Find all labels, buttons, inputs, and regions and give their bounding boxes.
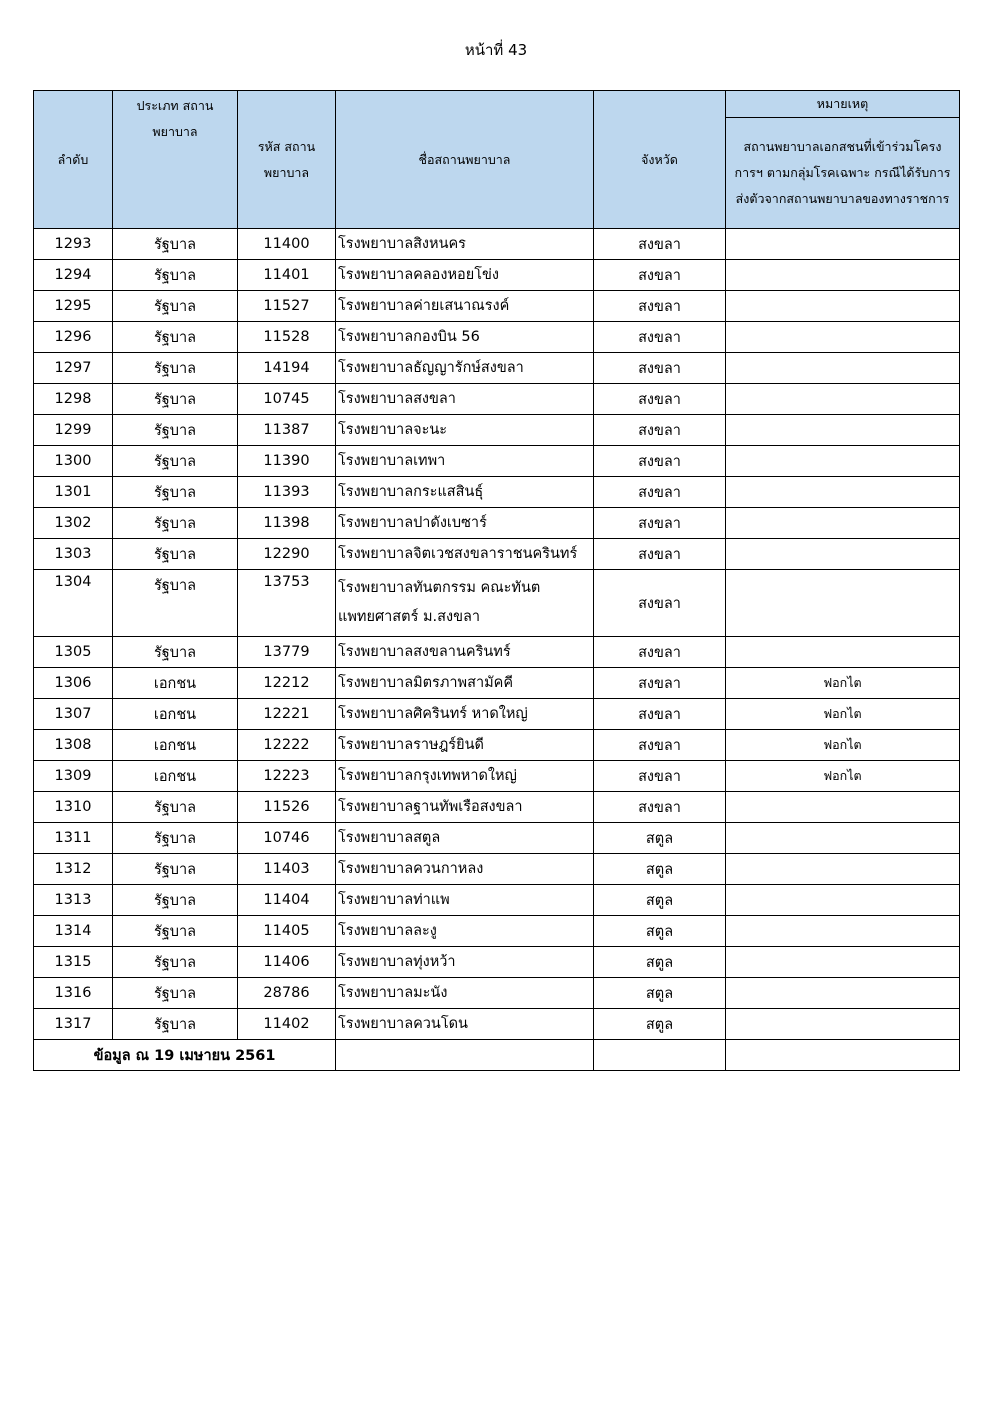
cell-code: 11526	[238, 792, 336, 823]
table-row	[34, 508, 960, 539]
cell-province: สตูล	[594, 947, 726, 978]
cell-province: สงขลา	[594, 229, 726, 260]
table-row	[34, 539, 960, 570]
cell-code: 12222	[238, 730, 336, 761]
cell-order: 1297	[34, 353, 113, 384]
table-row	[34, 947, 960, 978]
cell-order: 1300	[34, 446, 113, 477]
cell-code: 11387	[238, 415, 336, 446]
cell-name: โรงพยาบาลท่าแพ	[336, 885, 594, 916]
cell-note: ฟอกไต	[726, 699, 960, 730]
page-number: หน้าที่ 43	[464, 41, 528, 59]
table-row	[34, 823, 960, 854]
cell-type: รัฐบาล	[113, 477, 238, 508]
footer-empty-cell	[594, 1040, 726, 1071]
cell-code: 11528	[238, 322, 336, 353]
cell-note: ฟอกไต	[726, 761, 960, 792]
cell-name: โรงพยาบาลควนกาหลง	[336, 854, 594, 885]
cell-order: 1316	[34, 978, 113, 1009]
cell-name: โรงพยาบาลจิตเวชสงขลาราชนครินทร์	[336, 539, 594, 570]
cell-order: 1299	[34, 415, 113, 446]
table-row	[34, 792, 960, 823]
header-name: ชื่อสถานพยาบาล	[336, 91, 594, 229]
cell-note	[726, 508, 960, 539]
cell-order: 1295	[34, 291, 113, 322]
cell-province: สงขลา	[594, 353, 726, 384]
cell-code: 14194	[238, 353, 336, 384]
cell-type: รัฐบาล	[113, 446, 238, 477]
cell-province: สงขลา	[594, 508, 726, 539]
table-row	[34, 384, 960, 415]
cell-note	[726, 477, 960, 508]
cell-name: โรงพยาบาลมิตรภาพสามัคคี	[336, 668, 594, 699]
table-row	[34, 260, 960, 291]
cell-name: โรงพยาบาลปาดังเบซาร์	[336, 508, 594, 539]
cell-order: 1314	[34, 916, 113, 947]
cell-type: รัฐบาล	[113, 508, 238, 539]
table-row	[34, 446, 960, 477]
cell-code: 11403	[238, 854, 336, 885]
cell-order: 1296	[34, 322, 113, 353]
cell-code: 28786	[238, 978, 336, 1009]
cell-code: 11400	[238, 229, 336, 260]
cell-code: 11398	[238, 508, 336, 539]
cell-order: 1312	[34, 854, 113, 885]
cell-order: 1301	[34, 477, 113, 508]
cell-note	[726, 978, 960, 1009]
cell-note	[726, 229, 960, 260]
cell-type: รัฐบาล	[113, 978, 238, 1009]
cell-code: 11406	[238, 947, 336, 978]
cell-province: สงขลา	[594, 260, 726, 291]
cell-code: 11405	[238, 916, 336, 947]
table-row	[34, 761, 960, 792]
table-footer-row	[34, 1040, 960, 1071]
header-type-label: ประเภท สถานพยาบาล	[136, 98, 214, 139]
cell-order: 1315	[34, 947, 113, 978]
cell-code: 11401	[238, 260, 336, 291]
table-body	[34, 229, 960, 1040]
cell-name: โรงพยาบาลฐานทัพเรือสงขลา	[336, 792, 594, 823]
cell-name: โรงพยาบาลคลองหอยโข่ง	[336, 260, 594, 291]
cell-province: สงขลา	[594, 415, 726, 446]
cell-province: สตูล	[594, 823, 726, 854]
cell-order: 1302	[34, 508, 113, 539]
cell-type: รัฐบาล	[113, 291, 238, 322]
cell-name: โรงพยาบาลสตูล	[336, 823, 594, 854]
cell-type: เอกชน	[113, 668, 238, 699]
cell-note	[726, 260, 960, 291]
data-as-of: ข้อมูล ณ 19 เมษายน 2561	[34, 1040, 336, 1071]
cell-type: เอกชน	[113, 730, 238, 761]
cell-name: โรงพยาบาลธัญญารักษ์สงขลา	[336, 353, 594, 384]
cell-province: สงขลา	[594, 384, 726, 415]
cell-type: รัฐบาล	[113, 539, 238, 570]
cell-type: รัฐบาล	[113, 353, 238, 384]
cell-note	[726, 446, 960, 477]
cell-note	[726, 885, 960, 916]
cell-order: 1309	[34, 761, 113, 792]
cell-note	[726, 291, 960, 322]
cell-name: โรงพยาบาลควนโดน	[336, 1009, 594, 1040]
cell-note	[726, 792, 960, 823]
cell-province: สงขลา	[594, 792, 726, 823]
cell-type: เอกชน	[113, 761, 238, 792]
cell-code: 12223	[238, 761, 336, 792]
cell-order: 1293	[34, 229, 113, 260]
cell-order: 1304	[34, 570, 113, 637]
cell-province: สงขลา	[594, 477, 726, 508]
cell-province: สตูล	[594, 978, 726, 1009]
cell-type: รัฐบาล	[113, 260, 238, 291]
cell-province: สตูล	[594, 885, 726, 916]
table-row	[34, 916, 960, 947]
cell-province: สตูล	[594, 1009, 726, 1040]
table-row	[34, 353, 960, 384]
table-row	[34, 477, 960, 508]
cell-type: รัฐบาล	[113, 823, 238, 854]
header-code	[238, 91, 336, 229]
cell-province: สตูล	[594, 916, 726, 947]
cell-type: รัฐบาล	[113, 384, 238, 415]
cell-name: โรงพยาบาลมะนัง	[336, 978, 594, 1009]
cell-code: 13753	[238, 570, 336, 637]
cell-order: 1310	[34, 792, 113, 823]
cell-code: 10746	[238, 823, 336, 854]
table-row	[34, 229, 960, 260]
cell-type: รัฐบาล	[113, 885, 238, 916]
cell-order: 1307	[34, 699, 113, 730]
cell-order: 1317	[34, 1009, 113, 1040]
cell-order: 1306	[34, 668, 113, 699]
table-row	[34, 668, 960, 699]
cell-name: โรงพยาบาลละงู	[336, 916, 594, 947]
cell-name: โรงพยาบาลกองบิน 56	[336, 322, 594, 353]
cell-code: 11404	[238, 885, 336, 916]
cell-province: สงขลา	[594, 668, 726, 699]
table-row	[34, 699, 960, 730]
cell-province: สงขลา	[594, 539, 726, 570]
cell-type: รัฐบาล	[113, 854, 238, 885]
cell-code: 11390	[238, 446, 336, 477]
cell-name: โรงพยาบาลกรุงเทพหาดใหญ่	[336, 761, 594, 792]
cell-name: โรงพยาบาลสงขลา	[336, 384, 594, 415]
table-row	[34, 730, 960, 761]
cell-note	[726, 637, 960, 668]
cell-province: สงขลา	[594, 322, 726, 353]
cell-name: โรงพยาบาลค่ายเสนาณรงค์	[336, 291, 594, 322]
cell-province: สงขลา	[594, 637, 726, 668]
cell-type: รัฐบาล	[113, 1009, 238, 1040]
cell-code: 12221	[238, 699, 336, 730]
footer-empty-cell	[336, 1040, 594, 1071]
cell-note	[726, 854, 960, 885]
cell-note	[726, 384, 960, 415]
cell-note	[726, 823, 960, 854]
cell-order: 1311	[34, 823, 113, 854]
cell-province: สงขลา	[594, 699, 726, 730]
cell-note	[726, 353, 960, 384]
cell-note: ฟอกไต	[726, 668, 960, 699]
cell-type: รัฐบาล	[113, 947, 238, 978]
cell-code: 12212	[238, 668, 336, 699]
cell-province: สงขลา	[594, 570, 726, 637]
cell-code: 11527	[238, 291, 336, 322]
table-row	[34, 415, 960, 446]
cell-province: สงขลา	[594, 291, 726, 322]
table-row	[34, 1009, 960, 1040]
cell-note	[726, 539, 960, 570]
cell-note	[726, 947, 960, 978]
header-note-desc	[726, 118, 960, 229]
cell-type: รัฐบาล	[113, 229, 238, 260]
cell-province: สตูล	[594, 854, 726, 885]
header-note-desc-label: สถานพยาบาลเอกสชนที่เข้าร่วมโครงการฯ ตามกลุ่มโรคเฉพาะ กรณีได้รับการส่งตัวจากสถานพยาบาลของทางราชการ	[734, 139, 951, 206]
cell-note	[726, 322, 960, 353]
cell-order: 1308	[34, 730, 113, 761]
cell-code: 10745	[238, 384, 336, 415]
cell-order: 1305	[34, 637, 113, 668]
cell-name: โรงพยาบาลทันตกรรม คณะทันตแพทยศาสตร์ ม.สงขลา	[336, 570, 594, 637]
header-type	[113, 91, 238, 229]
table-row	[34, 637, 960, 668]
cell-name: โรงพยาบาลเทพา	[336, 446, 594, 477]
cell-type: รัฐบาล	[113, 415, 238, 446]
cell-note	[726, 570, 960, 637]
cell-order: 1298	[34, 384, 113, 415]
table-row	[34, 291, 960, 322]
footer-empty-cell	[726, 1040, 960, 1071]
cell-type: รัฐบาล	[113, 916, 238, 947]
cell-note	[726, 415, 960, 446]
cell-type: รัฐบาล	[113, 792, 238, 823]
cell-note	[726, 1009, 960, 1040]
header-code-label: รหัส สถานพยาบาล	[257, 138, 316, 180]
table-row	[34, 854, 960, 885]
header-note-title: หมายเหตุ	[726, 91, 960, 118]
table-row	[34, 322, 960, 353]
cell-code: 11393	[238, 477, 336, 508]
cell-code: 11402	[238, 1009, 336, 1040]
header-order: ลำดับ	[34, 91, 113, 229]
cell-code: 12290	[238, 539, 336, 570]
cell-province: สงขลา	[594, 761, 726, 792]
table-row	[34, 885, 960, 916]
cell-name: โรงพยาบาลสิงหนคร	[336, 229, 594, 260]
cell-order: 1294	[34, 260, 113, 291]
cell-note: ฟอกไต	[726, 730, 960, 761]
table-row	[34, 570, 960, 637]
cell-order: 1313	[34, 885, 113, 916]
cell-province: สงขลา	[594, 446, 726, 477]
cell-name: โรงพยาบาลศิครินทร์ หาดใหญ่	[336, 699, 594, 730]
cell-type: เอกชน	[113, 699, 238, 730]
cell-province: สงขลา	[594, 730, 726, 761]
cell-type: รัฐบาล	[113, 637, 238, 668]
cell-note	[726, 916, 960, 947]
cell-type: รัฐบาล	[113, 322, 238, 353]
header-province: จังหวัด	[594, 91, 726, 229]
cell-type: รัฐบาล	[113, 570, 238, 637]
cell-name: โรงพยาบาลราษฎร์ยินดี	[336, 730, 594, 761]
cell-name: โรงพยาบาลทุ่งหว้า	[336, 947, 594, 978]
table-row	[34, 978, 960, 1009]
cell-code: 13779	[238, 637, 336, 668]
hospital-table	[33, 90, 960, 1071]
cell-name: โรงพยาบาลจะนะ	[336, 415, 594, 446]
cell-name: โรงพยาบาลกระแสสินธุ์	[336, 477, 594, 508]
cell-name: โรงพยาบาลสงขลานครินทร์	[336, 637, 594, 668]
cell-order: 1303	[34, 539, 113, 570]
